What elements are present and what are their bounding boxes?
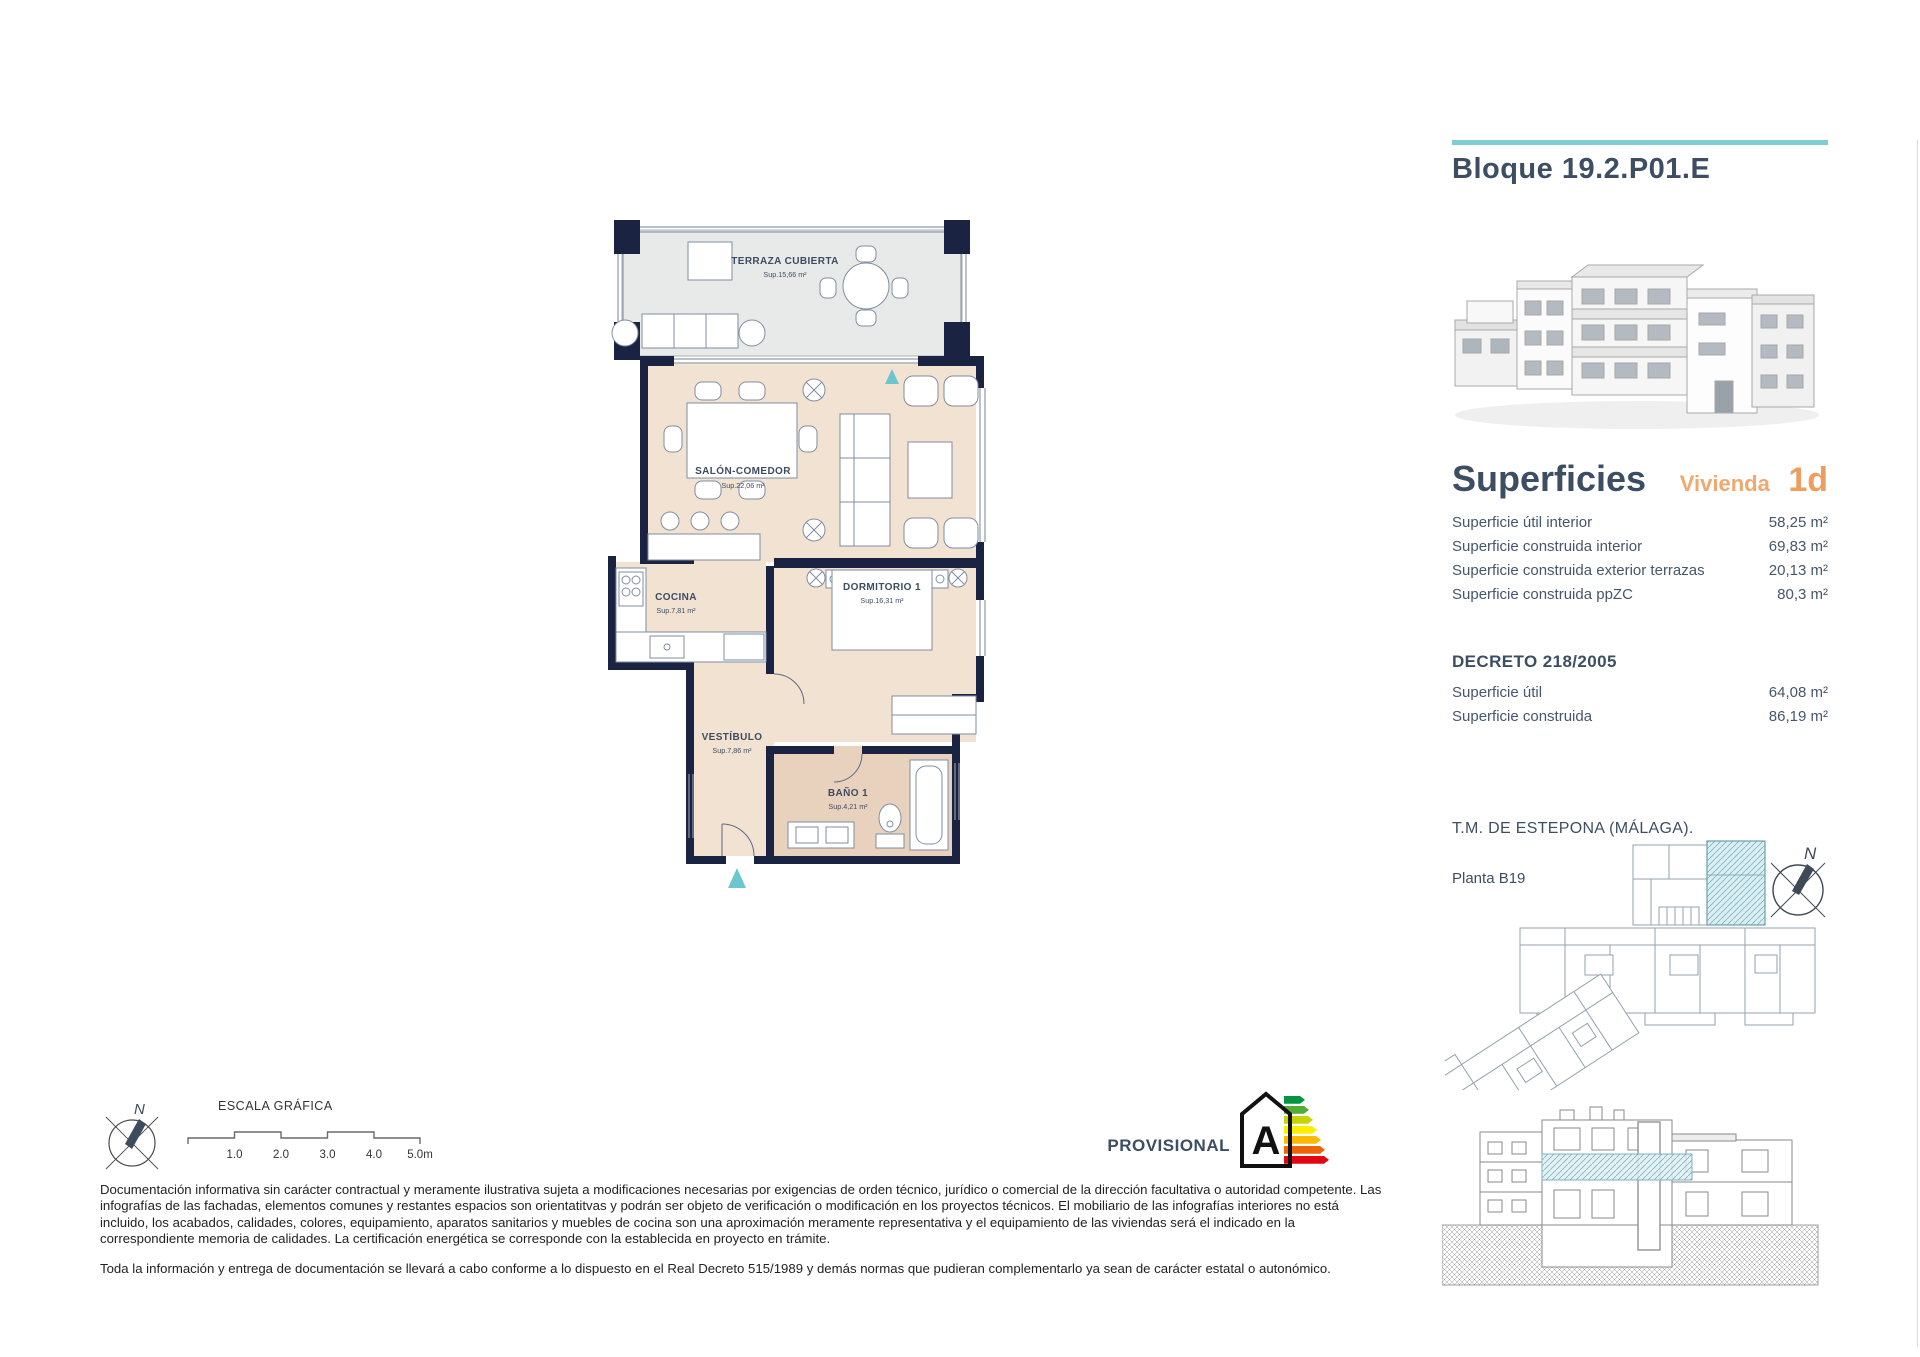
row-value: 80,3 m² — [1777, 585, 1828, 603]
row-label: Superficie construida exterior terrazas — [1452, 561, 1705, 579]
block-title: Bloque 19.2.P01.E — [1452, 153, 1711, 185]
superficies-table — [1452, 510, 1828, 606]
disclaimer-paragraph: Documentación informativa sin carácter contractual y meramente ilustrativa sujeta a modificaciones necesarias por exigencias de orden técnico, jurídico o comercial de la dirección facultativa o autoridad competente. Las infografías de las fachadas, elementos comunes y restantes espacios son orientatitvas y podrán ser objeto de verificación o modificación en los proyectos técnicos. El mobiliario de las infografías interiores no está incluido, los acabados, calidades, colores, equipamiento, aparatos sanitarios y muebles de cocina son una aproximación meramente representativa y el equipamiento de las viviendas será el indicado en la correspondiente memoria de calidades. La certificación energética se corresponde con la establecida en proyecto en trámite. — [100, 1182, 1382, 1247]
room-sup: Sup.22,06 m² — [721, 481, 765, 490]
room-sup: Sup.16,31 m² — [860, 596, 904, 605]
row-value: 20,13 m² — [1768, 561, 1828, 579]
scale-bar-title: ESCALA GRÁFICA — [218, 1099, 333, 1113]
teal-rule — [1452, 140, 1828, 145]
scale-tick: 3.0 — [319, 1149, 336, 1161]
room-label: COCINA — [655, 592, 697, 603]
energy-rating-letter: A — [1251, 1119, 1281, 1163]
room-label: BAÑO 1 — [827, 788, 869, 799]
room-label: VESTÍBULO — [701, 732, 763, 743]
row-label: Superficie construida — [1452, 707, 1593, 725]
highlighted-unit — [1707, 841, 1765, 925]
row-value: 58,25 m² — [1768, 513, 1828, 531]
scale-bar — [150, 1094, 450, 1169]
bath-door-gap — [834, 746, 862, 756]
decreto-heading: DECRETO 218/2005 — [1452, 652, 1617, 671]
site-compass-icon — [1771, 844, 1825, 917]
floor-label: Planta B19 — [1452, 870, 1526, 887]
municipality-label: T.M. DE ESTEPONA (MÁLAGA). — [1452, 820, 1694, 837]
room-sup: Sup.4,21 m² — [828, 802, 868, 811]
row-label: Superficie construida ppZC — [1452, 585, 1633, 603]
row-label: Superficie construida interior — [1452, 537, 1643, 555]
room-sup: Sup.7,86 m² — [712, 746, 752, 755]
scale-bar-line — [188, 1132, 420, 1144]
hall-floor — [694, 668, 766, 856]
room-label: SALÓN-COMEDOR — [695, 466, 791, 477]
scale-tick: 5.0m — [407, 1149, 433, 1161]
section-drawing-svg — [1442, 1092, 1832, 1307]
row-value: 64,08 m² — [1768, 683, 1828, 701]
table-row — [1452, 558, 1828, 582]
superficies-header — [1452, 458, 1828, 500]
row-label: Superficie útil — [1452, 683, 1543, 701]
page-edge-line — [1917, 140, 1918, 1347]
site-plan-drawing — [1445, 835, 1860, 1090]
floor-plan-drawing — [592, 218, 1012, 898]
room-label: DORMITORIO 1 — [843, 582, 921, 593]
decreto-block — [1452, 652, 1828, 728]
site-plan — [1445, 835, 1860, 1090]
vivienda-label: Vivienda — [1679, 471, 1770, 496]
table-row — [1452, 510, 1828, 534]
vivienda-code: 1d — [1788, 461, 1828, 499]
provisional-label: PROVISIONAL — [1107, 1136, 1230, 1155]
energy-rating-icon — [1236, 1086, 1336, 1174]
row-value: 69,83 m² — [1768, 537, 1828, 555]
row-value: 86,19 m² — [1768, 707, 1828, 725]
table-row — [1452, 534, 1828, 558]
scale-tick: 2.0 — [273, 1149, 289, 1161]
scale-tick: 1.0 — [226, 1149, 243, 1161]
info-panel — [1452, 140, 1830, 186]
building-render-drawing — [1447, 243, 1832, 441]
disclaimer-paragraph: Toda la información y entrega de documentación se llevará a cabo conforme a lo dispuesto en el Real Decreto 515/1989 y demás normas que pudieran complementarlo ya sean de carácter estatal o autonómico. — [100, 1261, 1331, 1277]
superficies-heading: Superficies — [1452, 458, 1647, 499]
room-sup: Sup.7,81 m² — [656, 606, 696, 615]
row-label: Superficie útil interior — [1452, 513, 1593, 531]
table-row — [1452, 582, 1828, 606]
room-sup: Sup.15,66 m² — [763, 270, 807, 279]
door-gap-floor — [766, 674, 774, 748]
highlighted-floor — [1542, 1154, 1692, 1180]
north-label: N — [134, 1101, 145, 1118]
section-drawing — [1442, 1092, 1832, 1307]
table-row — [1452, 680, 1828, 704]
scale-tick: 4.0 — [366, 1149, 382, 1161]
main-entrance-marker-icon — [728, 868, 746, 888]
table-row — [1452, 704, 1828, 728]
north-label: N — [1804, 844, 1817, 863]
room-label: TERRAZA CUBIERTA — [731, 256, 839, 267]
legal-disclaimer — [100, 1182, 1388, 1292]
floor-plan — [592, 218, 1012, 898]
building-render — [1447, 243, 1832, 441]
